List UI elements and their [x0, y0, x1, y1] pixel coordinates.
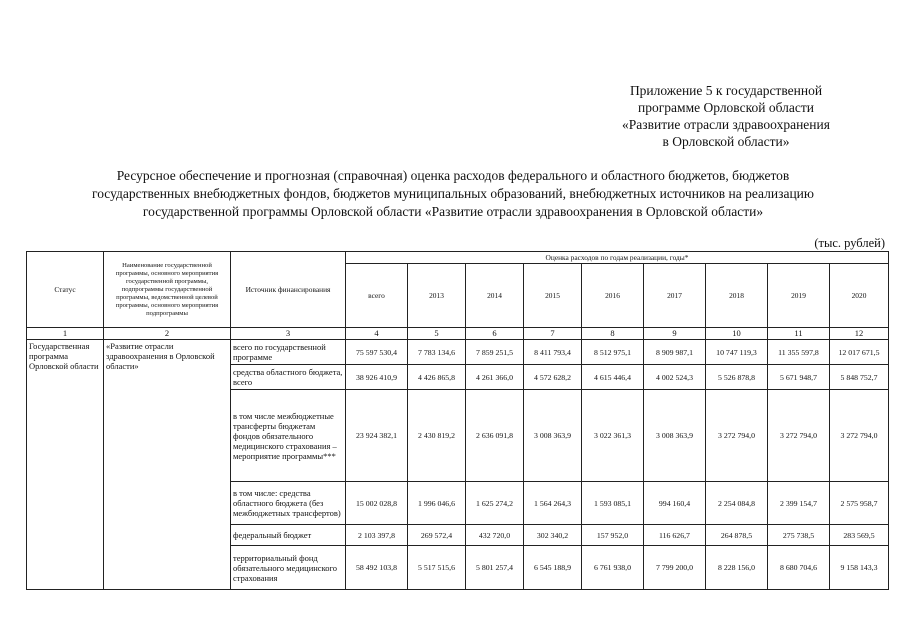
value-cell: 2 575 958,7 [830, 482, 889, 525]
value-cell: 5 801 257,4 [466, 546, 524, 590]
source-cell: в том числе межбюджетные трансферты бюджетам фондов обязательного медицинского страхования – мероприятие программы*** [231, 390, 346, 482]
value-cell: 994 160,4 [644, 482, 706, 525]
value-cell: 75 597 530,4 [346, 340, 408, 365]
value-cell: 2 254 084,8 [706, 482, 768, 525]
value-cell: 157 952,0 [582, 525, 644, 546]
value-cell: 1 996 046,6 [408, 482, 466, 525]
annex-line: программе Орловской области [638, 100, 814, 115]
document-title [38, 167, 868, 221]
column-number: 6 [466, 328, 524, 340]
value-cell: 3 272 794,0 [706, 390, 768, 482]
column-number: 3 [231, 328, 346, 340]
value-cell: 5 848 752,7 [830, 365, 889, 390]
value-cell: 8 680 704,6 [768, 546, 830, 590]
source-cell: средства областного бюджета, всего [231, 365, 346, 390]
value-cell: 3 272 794,0 [830, 390, 889, 482]
annex-line: в Орловской области» [662, 134, 790, 149]
header-name: Наименование государственной программы, основного мероприятия государственной программы, подпрограммы государственной программы, ведомственной целевой программы, основного мероприятия подпрограммы [104, 252, 231, 328]
value-cell: 9 158 143,3 [830, 546, 889, 590]
value-cell: 264 878,5 [706, 525, 768, 546]
value-cell: 23 924 382,1 [346, 390, 408, 482]
value-cell: 7 783 134,6 [408, 340, 466, 365]
value-cell: 432 720,0 [466, 525, 524, 546]
value-cell: 2 399 154,7 [768, 482, 830, 525]
header-estimate: Оценка расходов по годам реализации, годы* [346, 252, 889, 264]
column-number: 1 [27, 328, 104, 340]
value-cell: 302 340,2 [524, 525, 582, 546]
header-year: 2014 [466, 264, 524, 328]
value-cell: 3 008 363,9 [644, 390, 706, 482]
value-cell: 8 411 793,4 [524, 340, 582, 365]
value-cell: 4 261 366,0 [466, 365, 524, 390]
header-year: 2020 [830, 264, 889, 328]
value-cell: 3 272 794,0 [768, 390, 830, 482]
budget-table [26, 251, 889, 590]
value-cell: 3 022 361,3 [582, 390, 644, 482]
column-number: 5 [408, 328, 466, 340]
header-year: 2017 [644, 264, 706, 328]
value-cell: 8 909 987,1 [644, 340, 706, 365]
column-number: 7 [524, 328, 582, 340]
value-cell: 6 545 188,9 [524, 546, 582, 590]
source-cell: федеральный бюджет [231, 525, 346, 546]
value-cell: 2 103 397,8 [346, 525, 408, 546]
header-status: Статус [27, 252, 104, 328]
value-cell: 2 636 091,8 [466, 390, 524, 482]
value-cell: 8 512 975,1 [582, 340, 644, 365]
column-number: 2 [104, 328, 231, 340]
annex-line: Приложение 5 к государственной [629, 83, 823, 98]
value-cell: 5 671 948,7 [768, 365, 830, 390]
value-cell: 7 799 200,0 [644, 546, 706, 590]
units-label: (тыс. рублей) [814, 236, 885, 250]
value-cell: 4 426 865,8 [408, 365, 466, 390]
value-cell: 4 002 524,3 [644, 365, 706, 390]
table-row [27, 340, 889, 365]
value-cell: 2 430 819,2 [408, 390, 466, 482]
value-cell: 10 747 119,3 [706, 340, 768, 365]
value-cell: 7 859 251,5 [466, 340, 524, 365]
source-cell: всего по государственной программе [231, 340, 346, 365]
title-line: государственной программы Орловской области «Развитие отрасли здравоохранения в Орловской области» [142, 204, 764, 219]
source-cell: территориальный фонд обязательного медицинского страхования [231, 546, 346, 590]
column-number: 11 [768, 328, 830, 340]
value-cell: 269 572,4 [408, 525, 466, 546]
column-number: 12 [830, 328, 889, 340]
value-cell: 3 008 363,9 [524, 390, 582, 482]
value-cell: 38 926 410,9 [346, 365, 408, 390]
header-year: 2016 [582, 264, 644, 328]
column-number: 4 [346, 328, 408, 340]
column-number: 8 [582, 328, 644, 340]
column-number-row [27, 328, 889, 340]
status-cell: Государственная программа Орловской области [27, 340, 104, 590]
header-source: Источник финансирования [231, 252, 346, 328]
header-year: 2018 [706, 264, 768, 328]
annex-heading [596, 82, 856, 150]
value-cell: 275 738,5 [768, 525, 830, 546]
value-cell: 8 228 156,0 [706, 546, 768, 590]
value-cell: 1 564 264,3 [524, 482, 582, 525]
value-cell: 5 526 878,8 [706, 365, 768, 390]
program-cell: «Развитие отрасли здравоохранения в Орловской области» [104, 340, 231, 590]
value-cell: 58 492 103,8 [346, 546, 408, 590]
value-cell: 283 569,5 [830, 525, 889, 546]
value-cell: 4 615 446,4 [582, 365, 644, 390]
value-cell: 12 017 671,5 [830, 340, 889, 365]
value-cell: 1 593 085,1 [582, 482, 644, 525]
column-number: 10 [706, 328, 768, 340]
annex-line: «Развитие отрасли здравоохранения [622, 117, 830, 132]
header-year: 2013 [408, 264, 466, 328]
header-year: 2015 [524, 264, 582, 328]
header-year: 2019 [768, 264, 830, 328]
value-cell: 15 002 028,8 [346, 482, 408, 525]
title-line: Ресурсное обеспечение и прогнозная (справочная) оценка расходов федерального и областного бюджетов, бюджетов [116, 168, 790, 183]
value-cell: 6 761 938,0 [582, 546, 644, 590]
source-cell: в том числе: средства областного бюджета (без межбюджетных трансфертов) [231, 482, 346, 525]
value-cell: 11 355 597,8 [768, 340, 830, 365]
value-cell: 4 572 628,2 [524, 365, 582, 390]
column-number: 9 [644, 328, 706, 340]
value-cell: 5 517 515,6 [408, 546, 466, 590]
title-line: государственных внебюджетных фондов, бюджетов муниципальных образований, внебюджетных источников на реализацию [92, 186, 814, 201]
value-cell: 1 625 274,2 [466, 482, 524, 525]
value-cell: 116 626,7 [644, 525, 706, 546]
header-year: всего [346, 264, 408, 328]
